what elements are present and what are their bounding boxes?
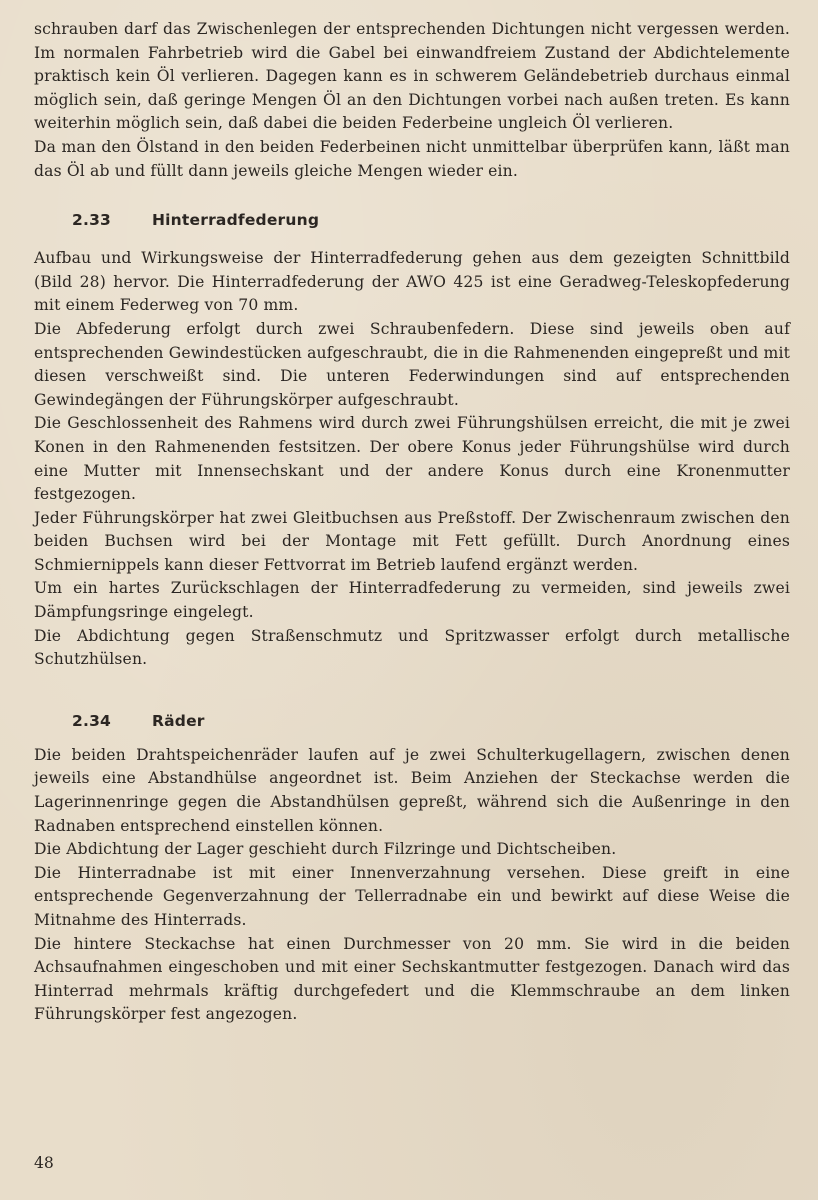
paragraph: Jeder Führungskörper hat zwei Gleitbuchsen aus Preßstoff. Der Zwischenraum zwischen den beiden Buchsen wird bei der Montage mit Fett gefüllt. Durch Anordnung eines Schmiernippels kann dieser Fettvorrat im Betrieb laufend ergänzt werden. [34, 508, 790, 574]
section-heading-2-34 [34, 710, 790, 732]
paragraph: Die Geschlossenheit des Rahmens wird durch zwei Führungshülsen erreicht, die mit je zwei Konen in den Rahmenenden festsitzen. Der obere Konus jeder Führungshülse wird durch eine Mutter mit Innensechskant und der andere Konus durch eine Kronenmutter festgezogen. [34, 414, 790, 504]
section-title: Räder [152, 711, 205, 730]
section-number: 2.34 [72, 711, 112, 730]
paragraph: Die Abfederung erfolgt durch zwei Schraubenfedern. Diese sind jeweils oben auf entsprechenden Gewindestücken aufgeschraubt, die in die Rahmenenden eingepreßt und mit diesen verschweißt sind. Die unteren Federwindungen sind auf entsprechenden Gewindegängen der Führungskörper aufgeschraubt. [34, 319, 790, 409]
paragraph: Die Hinterradnabe ist mit einer Innenverzahnung versehen. Diese greift in eine entsprechende Gegenverzahnung der Tellerradnabe ein und bewirkt auf diese Weise die Mitnahme des Hinterrads. [34, 863, 790, 929]
paragraph: Da man den Ölstand in den beiden Federbeinen nicht unmittelbar überprüfen kann, läßt man das Öl ab und füllt dann jeweils gleiche Mengen wieder ein. [34, 137, 790, 180]
section-heading-2-33 [34, 209, 790, 231]
section-title: Hinterradfederung [152, 211, 320, 230]
page-content [34, 18, 790, 1027]
paragraph: Die Abdichtung der Lager geschieht durch Filzringe und Dichtscheiben. [34, 840, 617, 859]
paragraph: Die beiden Drahtspeichenräder laufen auf je zwei Schulterkugellagern, zwischen denen jeweils eine Abstandhülse angeordnet ist. Beim Anziehen der Steckachse werden die Lagerinnenringe gegen die Abstandhülsen gepreßt, während sich die Außenringe in den Radnaben entsprechend einstellen können. [34, 745, 790, 835]
paragraph: Um ein hartes Zurückschlagen der Hinterradfederung zu vermeiden, sind jeweils zwei Dämpfungsringe eingelegt. [34, 579, 790, 622]
paragraph: Aufbau und Wirkungsweise der Hinterradfederung gehen aus dem gezeigten Schnittbild (Bild 28) hervor. Die Hinterradfederung der AWO 425 ist eine Geradweg-Teleskopfederung mit einem Federweg von 70 mm. [34, 249, 790, 315]
paragraph: Die hintere Steckachse hat einen Durchmesser von 20 mm. Sie wird in die beiden Achsaufnahmen eingeschoben und mit einer Sechskantmutter festgezogen. Danach wird das Hinterrad mehrmals kräftig durchgefedert und die Klemmschraube an dem linken Führungskörper fest angezogen. [34, 934, 790, 1024]
section-number: 2.33 [72, 211, 112, 230]
paragraph: Die Abdichtung gegen Straßenschmutz und Spritzwasser erfolgt durch metallische Schutzhülsen. [34, 626, 790, 669]
paragraph: schrauben darf das Zwischenlegen der entsprechenden Dichtungen nicht vergessen werden. Im normalen Fahrbetrieb wird die Gabel bei einwandfreiem Zustand der Abdichtelemente praktisch kein Öl verlieren. Dagegen kann es in schwerem Geländebetrieb durchaus einmal möglich sein, daß geringe Mengen Öl an den Dichtungen vorbei nach außen treten. Es kann weiterhin möglich sein, daß dabei die beiden Federbeine ungleich Öl verlieren. [34, 20, 790, 133]
page-number: 48 [34, 1154, 54, 1172]
